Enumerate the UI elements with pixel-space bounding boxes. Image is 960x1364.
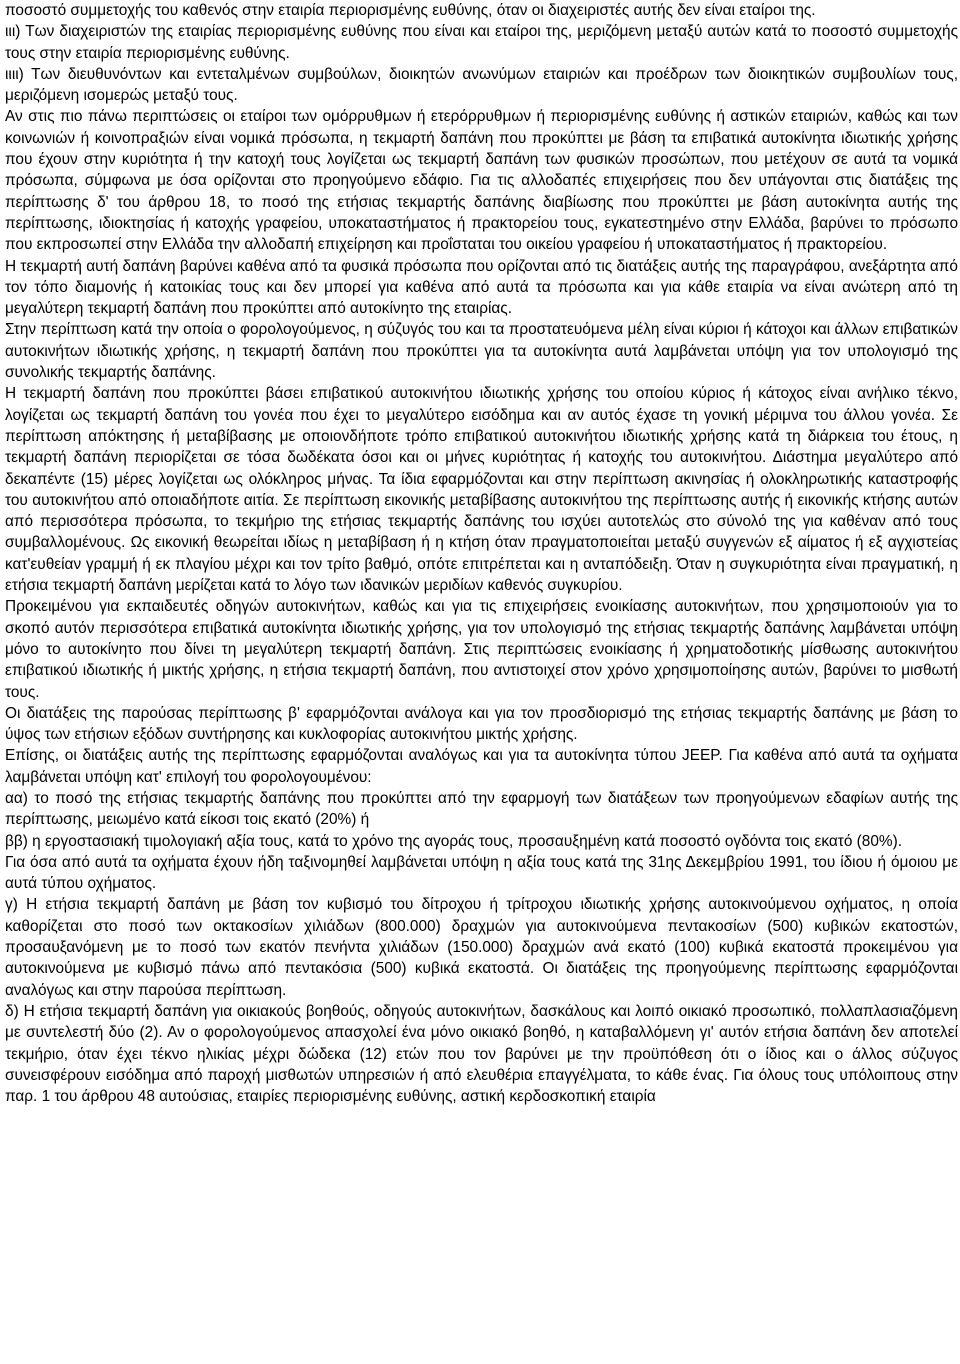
paragraph-1: ποσοστό συμμετοχής του καθενός στην εταιρία περιορισμένης ευθύνης, όταν οι διαχειριστές αυτής δεν είναι εταίροι της. (5, 2, 816, 19)
paragraph-14-item-c: γ) Η ετήσια τεκμαρτή δαπάνη με βάση τον κυβισμό του δίτροχου ή τρίτροχου ιδιωτικής χρήσης αυτοκινούμενου οχήματος, η οποία καθορίζεται στο ποσό των οκτακοσίων χιλιάδων (800.000) δραχμών για αυτοκινούμενα πεντακοσίων (500) κυβικών εκατοστών, προσαυξανόμενη με το ποσό των εκατόν πενήντα χιλιάδων (150.000) δραχμών ανά εκατό (100) κυβικά εκατοστά προκειμένου για αυτοκινούμενα με κυβισμό πάνω από πεντακόσια (500) κυβικά εκατοστά. Οι διατάξεις της προηγούμενης περίπτωσης εφαρμόζονται αναλόγως και στην παρούσα περίπτωση. (5, 896, 958, 999)
paragraph-4: Αν στις πιο πάνω περιπτώσεις οι εταίροι των ομόρρυθμων ή ετερόρρυθμων ή περιορισμένης ευθύνης ή αστικών εταιριών, καθώς και των κοινωνιών ή κοινοπραξιών είναι νομικά πρόσωπα, η τεκμαρτή δαπάνη που προκύπτει με βάση τα επιβατικά αυτοκίνητα ιδιωτικής χρήσης που έχουν στην κυριότητα ή την κατοχή τους λογίζεται ως τεκμαρτή δαπάνη των φυσικών προσώπων, που μετέχουν σε αυτά τα νομικά πρόσωπα, σύμφωνα με όσα ορίζονται στο προηγούμενο εδάφιο. Για τις αλλοδαπές επιχειρήσεις που δεν υπάγονται στις διατάξεις της περίπτωσης δ' του άρθρου 18, το ποσό της ετήσιας τεκμαρτής δαπάνης διαβίωσης που προκύπτει με βάση αυτοκίνητα αυτής της περίπτωσης, ιδιοκτησίας ή κατοχής γραφείου, υποκαταστήματος ή πρακτορείου τους, εγκατεστημένο στην Ελλάδα, βαρύνει το πρόσωπο που εκπροσωπεί στην Ελλάδα την αλλοδαπή επιχείρηση και προΐσταται του οικείου γραφείου ή υποκαταστήματος ή πρακτορείου. (5, 108, 958, 254)
paragraph-7: Η τεκμαρτή δαπάνη που προκύπτει βάσει επιβατικού αυτοκινήτου ιδιωτικής χρήσης του οποίου κύριος ή κάτοχος είναι ανήλικο τέκνο, λογίζεται ως τεκμαρτή δαπάνη του γονέα που έχει το μεγαλύτερο εισόδημα και αν αυτός έχασε τη γονική μέριμνα του άλλου γονέα. Σε περίπτωση απόκτησης ή μεταβίβασης με οποιονδήποτε τρόπο επιβατικού αυτοκινήτου ιδιωτικής χρήσης κατά τη διάρκεια του έτους, η τεκμαρτή δαπάνη περιορίζεται σε τόσα δωδέκατα όσοι και οι μήνες κυριότητας ή κατοχής του αυτοκινήτου. Διάστημα μεγαλύτερο από δεκαπέντε (15) μέρες λογίζεται ως ολόκληρος μήνας. Τα ίδια εφαρμόζονται και στην περίπτωση ακινησίας ή ολοκληρωτικής καταστροφής του αυτοκινήτου από οποιαδήποτε αιτία. Σε περίπτωση εικονικής μεταβίβασης αυτοκινήτου της περίπτωσης αυτής ή εικονικής κτήσης αυτών από περισσότερα πρόσωπα, το τεκμήριο της ετήσιας τεκμαρτής δαπάνης του ισχύει αυτοτελώς στο σύνολό της για καθέναν από τους συμβαλλομένους. Ως εικονική θεωρείται ιδίως η μεταβίβαση ή η κτήση όταν πραγματοποιείται μεταξύ συγγενών εξ αίματος ή εξ αγχιστείας κατ'ευθείαν γραμμή ή εκ πλαγίου μέχρι και τον τρίτο βαθμό, οπότε επιτρέπεται και η ανταπόδειξη. Όταν η συγκυριότητα είναι πραγματική, η ετήσια τεκμαρτή δαπάνη μερίζεται κατά το λόγο των ιδανικών μεριδίων καθενός συγκυρίου. (5, 385, 958, 595)
paragraph-8: Προκειμένου για εκπαιδευτές οδηγών αυτοκινήτων, καθώς και για τις επιχειρήσεις ενοικίασης αυτοκινήτων, που χρησιμοποιούν για το σκοπό αυτόν περισσότερα επιβατικά αυτοκίνητα ιδιωτικής χρήσης, για τον υπολογισμό της ετήσιας τεκμαρτής δαπάνης λαμβάνεται υπόψη μόνο το αυτοκίνητο που δίνει τη μεγαλύτερη τεκμαρτή δαπάνη. Στις περιπτώσεις ενοικίασης ή χρηματοδοτικής μίσθωσης αυτοκινήτου επιβατικού ιδιωτικής ή μικτής χρήσης, η ετήσια τεκμαρτή δαπάνη, που αντιστοιχεί στον χρόνο χρησιμοποίησης αυτών, βαρύνει το μισθωτή τους. (5, 598, 958, 701)
paragraph-10: Επίσης, οι διατάξεις αυτής της περίπτωσης εφαρμόζονται αναλόγως και για τα αυτοκίνητα τύπου JEEP. Για καθένα από αυτά τα οχήματα λαμβάνεται υπόψη κατ' επιλογή του φορολογουμένου: (5, 747, 958, 786)
paragraph-15-item-d: δ) Η ετήσια τεκμαρτή δαπάνη για οικιακούς βοηθούς, οδηγούς αυτοκινήτων, δασκάλους και λοιπό οικιακό προσωπικό, πολλαπλασιαζόμενη με συντελεστή δύο (2). Αν ο φορολογούμενος απασχολεί ένα μόνο οικιακό βοηθό, η καταβαλλόμενη γι' αυτόν ετήσια δαπάνη δεν αποτελεί τεκμήριο, όταν έχει τέκνο ηλικίας μέχρι δώδεκα (12) ετών που τον βαρύνει με την προϋπόθεση ότι ο ίδιος και ο άλλος σύζυγος συνεισφέρουν εισόδημα από παροχή μισθωτών υπηρεσιών ή από ελευθέρια επαγγέλματα, το κάθε ένας. Για όλους τους υπόλοιπους στην παρ. 1 του άρθρου 48 αυτούσιας, εταιρίες περιορισμένης ευθύνης, αστική κερδοσκοπική εταιρία (5, 1002, 958, 1106)
paragraph-2-item-iii: ιιι) Των διαχειριστών της εταιρίας περιορισμένης ευθύνης που είναι και εταίροι της, μεριζόμενη μεταξύ αυτών κατά το ποσοστό συμμετοχής τους στην εταιρία περιορισμένης ευθύνης. (5, 23, 958, 62)
paragraph-13: Για όσα από αυτά τα οχήματα έχουν ήδη ταξινομηθεί λαμβάνεται υπόψη η αξία τους κατά της 31ης Δεκεμβρίου 1991, του ίδιου ή όμοιου με αυτά τύπου οχήματος. (5, 853, 958, 893)
paragraph-12-item-bb: ββ) η εργοστασιακή τιμολογιακή αξία τους, κατά το χρόνο της αγοράς τους, προσαυξημένη κατά ποσοστό ογδόντα τοις εκατό (80%). (5, 832, 902, 850)
paragraph-6: Στην περίπτωση κατά την οποία ο φορολογούμενος, η σύζυγός του και τα προστατευόμενα μέλη είναι κύριοι ή κάτοχοι και άλλων επιβατικών αυτοκινήτων ιδιωτικής χρήσης, η τεκμαρτή δαπάνη που προκύπτει για τα αυτοκίνητα αυτά λαμβάνεται υπόψη για τον υπολογισμό της συνολικής τεκμαρτής δαπάνης. (5, 321, 958, 382)
paragraph-3-item-iiii: ιιιι) Των διευθυνόντων και εντεταλμένων συμβούλων, διοικητών ανωνύμων εταιριών και προέδρων των διοικητικών συμβουλίων τους, μεριζόμενη ισομερώς μεταξύ τους. (5, 65, 958, 105)
paragraph-11-item-aa: αα) το ποσό της ετήσιας τεκμαρτής δαπάνης που προκύπτει από την εφαρμογή των διατάξεων των προηγούμενων εδαφίων αυτής της περίπτωσης, μειωμένο κατά είκοσι τοις εκατό (20%) ή (5, 789, 958, 829)
paragraph-5: Η τεκμαρτή αυτή δαπάνη βαρύνει καθένα από τα φυσικά πρόσωπα που ορίζονται από τις διατάξεις αυτής της παραγράφου, ανεξάρτητα από τον τόπο διαμονής ή κατοικίας τους και δεν μπορεί για καθένα από αυτά τα πρόσωπα και για κάθε εταιρία να είναι ανώτερη από τη μεγαλύτερη τεκμαρτή δαπάνη που προκύπτει από αυτοκίνητο της εταιρίας. (5, 257, 958, 318)
paragraph-9: Οι διατάξεις της παρούσας περίπτωσης β' εφαρμόζονται ανάλογα και για τον προσδιορισμό της ετήσιας τεκμαρτής δαπάνης με βάση το ύψος των ετήσιων εξόδων συντήρησης και κυκλοφορίας αυτοκινήτου μικτής χρήσης. (5, 704, 958, 744)
